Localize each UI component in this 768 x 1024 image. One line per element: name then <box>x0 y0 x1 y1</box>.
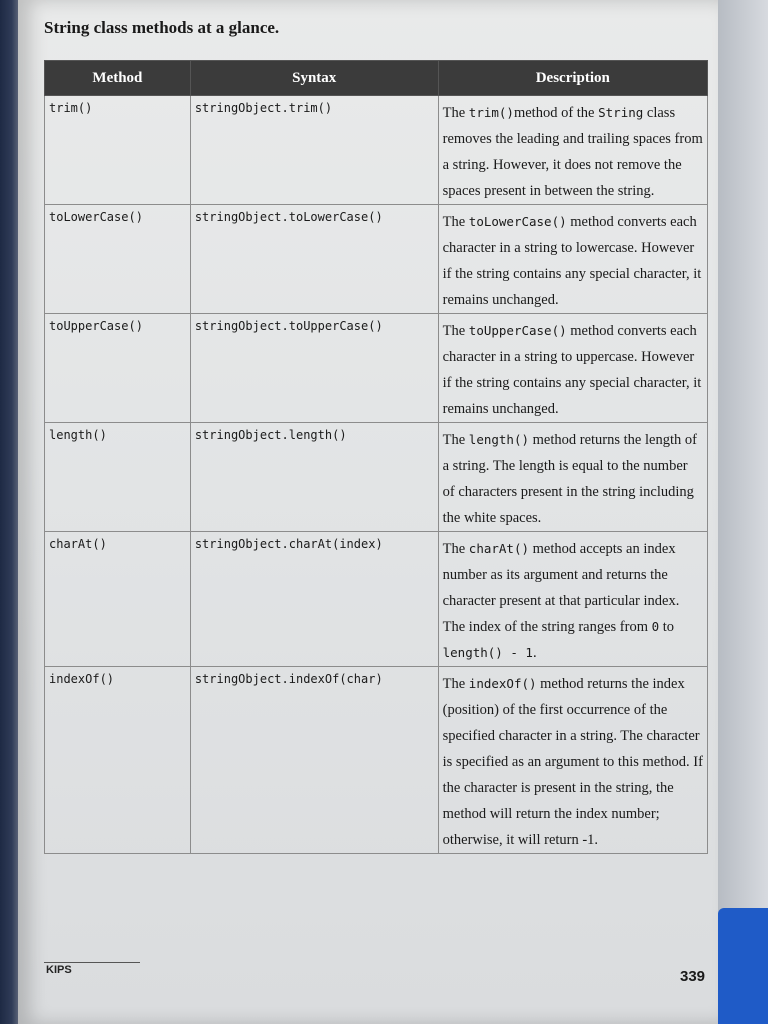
header-method: Method <box>45 61 191 96</box>
syntax-cell: stringObject.toUpperCase() <box>190 314 438 423</box>
description-text: method returns the index (position) of the first occurrence of the specified character in a string. The character is specified as an argument to this method. If the character is present in the string, the method will return the index number; otherwise, it will return -1. <box>442 676 703 848</box>
description-text: The <box>442 323 469 339</box>
description-cell <box>438 423 707 532</box>
description-text: The <box>442 676 469 692</box>
table-row <box>45 423 708 532</box>
methods-table <box>44 60 708 854</box>
description-text: The <box>442 214 469 230</box>
syntax-cell: stringObject.charAt(index) <box>190 532 438 667</box>
description-text: method accepts an index number as its argument and returns the character present at that particular index. The index of the string ranges from <box>442 541 680 635</box>
description-text: method of the <box>513 105 599 121</box>
publisher-logo: KIPS <box>46 964 72 976</box>
header-syntax: Syntax <box>190 61 438 96</box>
description-text: to <box>659 619 675 635</box>
page-number: 339 <box>680 968 706 985</box>
method-cell: charAt() <box>45 532 191 667</box>
code-snippet: String <box>598 105 644 120</box>
table-row <box>45 96 708 205</box>
next-page-edge <box>718 0 768 1024</box>
description-cell <box>438 205 707 314</box>
description-cell <box>438 532 707 667</box>
code-snippet: length() <box>468 432 530 447</box>
table-row <box>45 314 708 423</box>
description-cell <box>438 314 707 423</box>
code-snippet: charAt() <box>468 541 530 556</box>
description-text: method returns the length of a string. The length is equal to the number of characters present in the string including the white spaces. <box>442 432 697 526</box>
description-cell <box>438 96 707 205</box>
code-snippet: 0 <box>651 619 660 634</box>
syntax-cell: stringObject.toLowerCase() <box>190 205 438 314</box>
description-text: method converts each character in a string to uppercase. However if the string contains any special character, it remains unchanged. <box>442 323 702 417</box>
method-cell: indexOf() <box>45 667 191 854</box>
description-text: class removes the leading and trailing spaces from a string. However, it does not remove the spaces present in between the string. <box>442 105 703 199</box>
table-row <box>45 205 708 314</box>
description-text: method converts each character in a string to lowercase. However if the string contains any special character, it remains unchanged. <box>442 214 702 308</box>
code-snippet: toUpperCase() <box>468 323 567 338</box>
table-row <box>45 667 708 854</box>
code-snippet: length() - 1 <box>442 645 533 660</box>
table-row <box>45 532 708 667</box>
blue-page-tab <box>718 908 768 1024</box>
method-cell: toUpperCase() <box>45 314 191 423</box>
syntax-cell: stringObject.indexOf(char) <box>190 667 438 854</box>
code-snippet: indexOf() <box>468 676 537 691</box>
section-title: String class methods at a glance. <box>44 18 280 37</box>
description-text: The <box>442 105 469 121</box>
code-snippet: trim() <box>468 105 514 120</box>
method-cell: toLowerCase() <box>45 205 191 314</box>
code-snippet: toLowerCase() <box>468 214 567 229</box>
description-text: . <box>532 645 537 661</box>
footer-rule <box>44 962 140 963</box>
description-text: The <box>442 432 469 448</box>
description-cell <box>438 667 707 854</box>
method-cell: trim() <box>45 96 191 205</box>
syntax-cell: stringObject.trim() <box>190 96 438 205</box>
table-header-row <box>45 61 708 96</box>
header-description: Description <box>438 61 707 96</box>
description-text: The <box>442 541 469 557</box>
syntax-cell: stringObject.length() <box>190 423 438 532</box>
method-cell: length() <box>45 423 191 532</box>
